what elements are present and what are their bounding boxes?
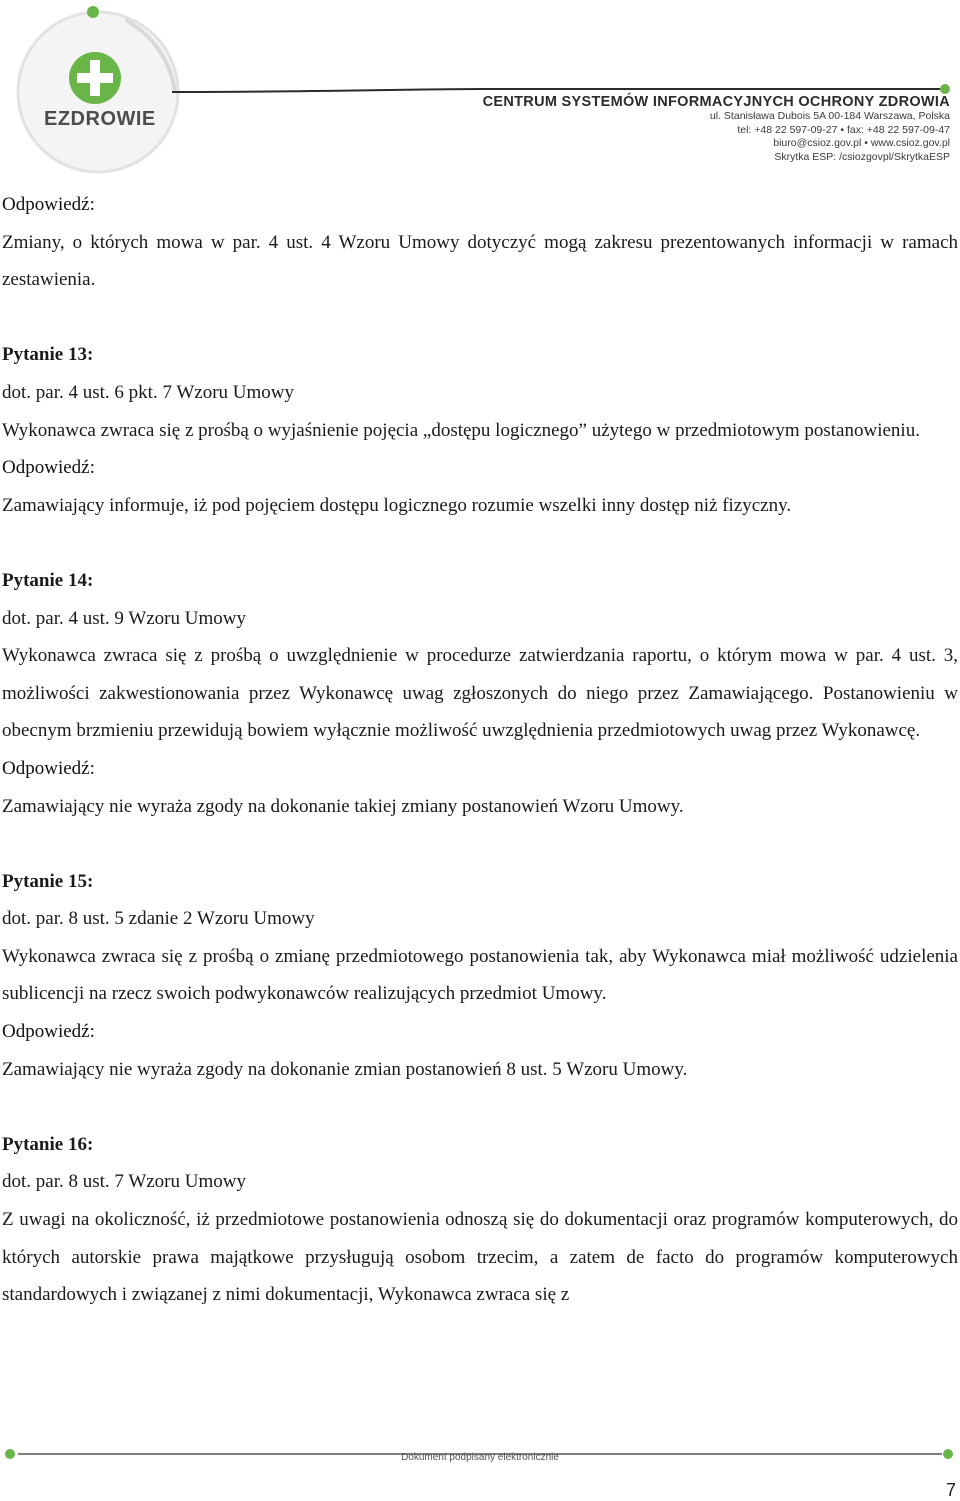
spacer xyxy=(2,1088,958,1126)
question-text: Z uwagi na okoliczność, iż przedmiotowe postanowienia odnoszą się do dokumentacji oraz programów komputerowych, do których autorskie prawa majątkowe przysługują osobom trzecim, a zatem de facto do programów komputerowych standardowych i związanej z nimi dokumentacji, Wykonawca zwraca się z xyxy=(2,1209,958,1306)
signed-label: Dokument podpisany elektronicznie xyxy=(401,1452,559,1463)
answer-text: Zamawiający nie wyraża zgody na dokonanie zmian postanowień 8 ust. 5 Wzoru Umowy. xyxy=(2,1058,688,1080)
question-reference: dot. par. 4 ust. 6 pkt. 7 Wzoru Umowy xyxy=(2,381,295,403)
question-title: Pytanie 16: xyxy=(2,1133,94,1155)
org-skrytka: Skrytka ESP: /csiozgovpl/SkrytkaESP xyxy=(774,150,950,163)
page-number: 7 xyxy=(945,1480,956,1500)
answer-label: Odpowiedź: xyxy=(2,194,95,215)
question-text: Wykonawca zwraca się z prośbą o uwzględnienie w procedurze zatwierdzania raportu, o którym mowa w par. 4 ust. 3, możliwości zakwestionowania przez Wykonawcę uwag zgłoszonych do niego przez Zamawiającego. Postanowieniu w obecnym brzmieniu przewidują bowiem wyłącznie możliwość uwzględnienia przedmiotowych uwag przez Wykonawcę. xyxy=(2,645,958,742)
answer-label: Odpowiedź: xyxy=(2,457,95,479)
answer-label: Odpowiedź: xyxy=(2,1021,95,1043)
question-title: Pytanie 14: xyxy=(2,569,94,591)
answer-text: Zamawiający informuje, iż pod pojęciem dostępu logicznego rozumie wszelki inny dostęp niż fizyczny. xyxy=(2,494,792,516)
question-title: Pytanie 15: xyxy=(2,870,94,892)
logo-text: EZDROWIE xyxy=(44,108,156,130)
spacer xyxy=(2,825,958,863)
letterhead xyxy=(0,0,960,180)
question-title: Pytanie 13: xyxy=(2,344,94,366)
org-phone: tel: +48 22 597-09-27 • fax: +48 22 597-09-47 xyxy=(737,123,950,136)
document-body xyxy=(2,186,958,1314)
question-text: Wykonawca zwraca się z prośbą o wyjaśnienie pojęcia „dostępu logicznego” użytego w przedmiotowym postanowieniu. xyxy=(2,419,920,441)
question-text: Wykonawca zwraca się z prośbą o zmianę przedmiotowego postanowienia tak, aby Wykonawca miał możliwość udzielenia sublicencji na rzecz swoich podwykonawców realizujących przedmiot Umowy. xyxy=(2,945,958,1005)
answer-label: Odpowiedź: xyxy=(2,757,95,779)
question-reference: dot. par. 8 ust. 5 zdanie 2 Wzoru Umowy xyxy=(2,908,315,930)
org-address: ul. Stanisława Dubois 5A 00-184 Warszawa, Polska xyxy=(709,110,950,122)
org-name: CENTRUM SYSTEMÓW INFORMACYJNYCH OCHRONY ZDROWIA xyxy=(482,94,950,110)
page-footer xyxy=(0,1440,960,1500)
question-reference: dot. par. 8 ust. 7 Wzoru Umowy xyxy=(2,1171,246,1193)
question-reference: dot. par. 4 ust. 9 Wzoru Umowy xyxy=(2,607,246,629)
spacer xyxy=(2,524,958,562)
answer-text: Zmiany, o których mowa w par. 4 ust. 4 Wzoru Umowy dotyczyć mogą zakresu prezentowanych informacji w ramach zestawienia. xyxy=(2,231,958,291)
spacer xyxy=(2,299,958,337)
org-block xyxy=(483,94,950,164)
org-email: biuro@csioz.gov.pl • www.csioz.gov.pl xyxy=(773,137,950,149)
answer-text: Zamawiający nie wyraża zgody na dokonanie takiej zmiany postanowień Wzoru Umowy. xyxy=(2,795,684,817)
